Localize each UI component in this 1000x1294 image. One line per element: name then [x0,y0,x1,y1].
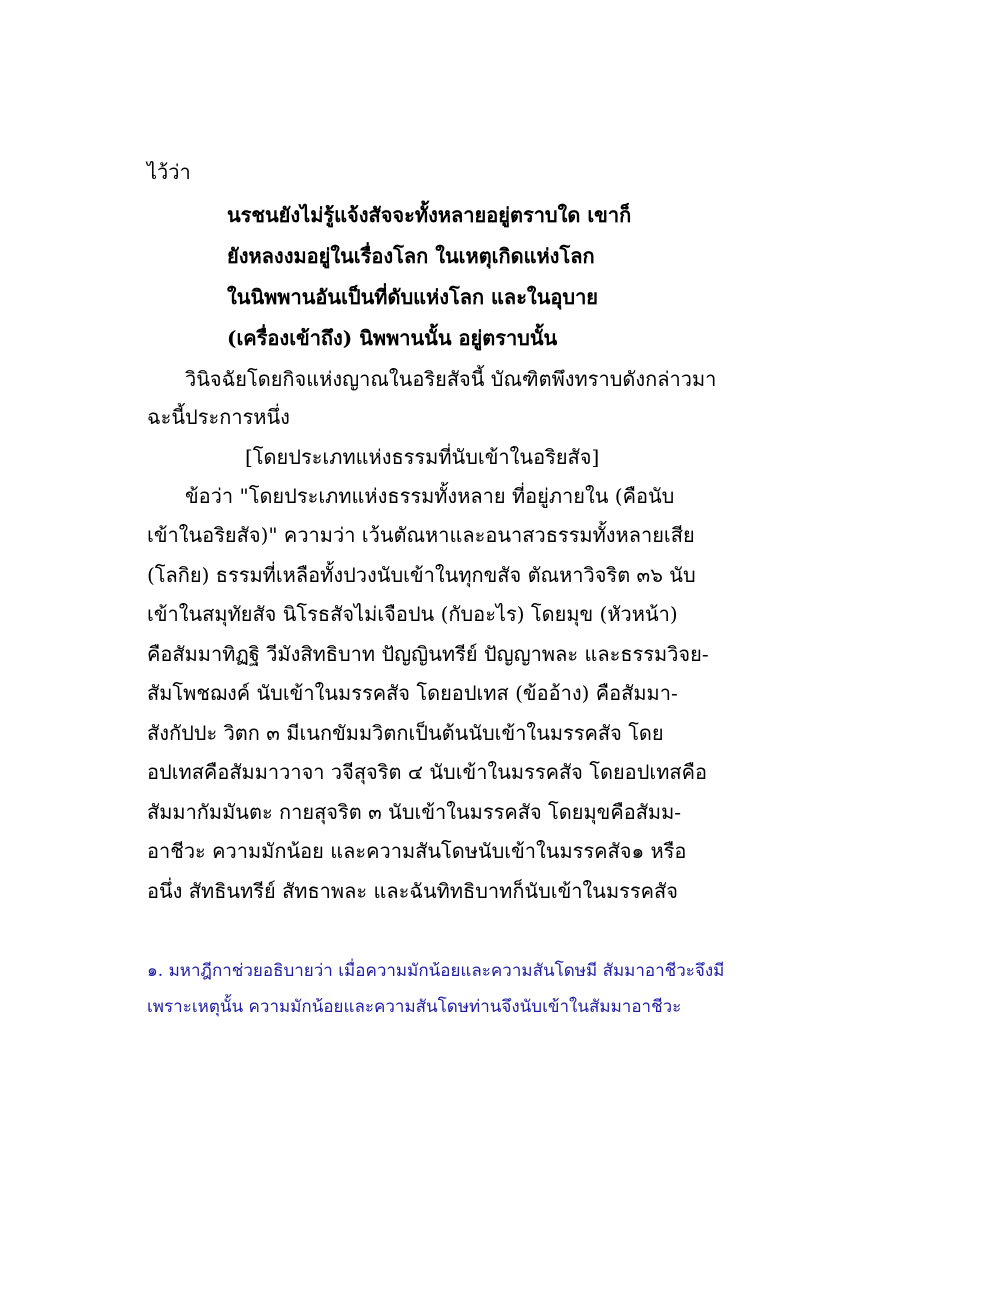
paragraph-line: สัมโพชฌงค์ นับเข้าในมรรคสัจ โดยอปเทส (ข้ออ้าง) คือสัมมา- [147,681,678,705]
section-heading: [โดยประเภทแห่งธรรมที่นับเข้าในอริยสัจ] [245,445,600,469]
paragraph-line: สังกัปปะ วิตก ๓ มีเนกขัมมวิตกเป็นต้นนับเข้าในมรรคสัจ โดย [147,721,664,745]
paragraph-line: วินิจฉัยโดยกิจแห่งญาณในอริยสัจนี้ บัณฑิตพึงทราบดังกล่าวมา [185,367,717,391]
paragraph-line: อาชีวะ ความมักน้อย และความสันโดษนับเข้าในมรรคสัจ๑ หรือ [147,839,687,863]
paragraph-line: คือสัมมาทิฏฐิ วีมังสิทธิบาท ปัญญินทรีย์ ปัญญาพละ และธรรมวิจย- [147,642,709,666]
verse-line: นรชนยังไม่รู้แจ้งสัจจะทั้งหลายอยู่ตราบใด เขาก็ [227,203,632,227]
paragraph-line: เข้าในสมุทัยสัจ นิโรธสัจไม่เจือปน (กับอะไร) โดยมุข (หัวหน้า) [147,602,678,626]
verse-line: ยังหลงงมอยู่ในเรื่องโลก ในเหตุเกิดแห่งโลก [227,244,595,268]
paragraph-line: เข้าในอริยสัจ)" ความว่า เว้นตัณหาและอนาสวธรรมทั้งหลายเสีย [147,523,695,547]
paragraph-line: อนึ่ง สัทธินทรีย์ สัทธาพละ และฉันทิทธิบาทก็นับเข้าในมรรคสัจ [147,879,678,903]
paragraph-line: ข้อว่า "โดยประเภทแห่งธรรมทั้งหลาย ที่อยู่ภายใน (คือนับ [185,484,675,508]
verse-line: (เครื่องเข้าถึง) นิพพานนั้น อยู่ตราบนั้น [227,326,558,350]
paragraph-line: อปเทสคือสัมมาวาจา วจีสุจริต ๔ นับเข้าในมรรคสัจ โดยอปเทสคือ [147,760,707,784]
footnote-line: ๑. มหาฎีกาช่วยอธิบายว่า เมื่อความมักน้อยและความสันโดษมี สัมมาอาชีวะจึงมี [147,961,725,981]
paragraph-line: (โลกิย) ธรรมที่เหลือทั้งปวงนับเข้าในทุกขสัจ ตัณหาวิจริต ๓๖ นับ [147,563,696,587]
intro-text: ไว้ว่า [147,160,191,184]
footnote-line: เพราะเหตุนั้น ความมักน้อยและความสันโดษท่านจึงนับเข้าในสัมมาอาชีวะ [147,997,682,1017]
paragraph-line: สัมมากัมมันตะ กายสุจริต ๓ นับเข้าในมรรคสัจ โดยมุขคือสัมม- [147,800,682,824]
verse-line: ในนิพพานอันเป็นที่ดับแห่งโลก และในอุบาย [227,285,599,309]
paragraph-line: ฉะนี้ประการหนึ่ง [147,405,290,429]
